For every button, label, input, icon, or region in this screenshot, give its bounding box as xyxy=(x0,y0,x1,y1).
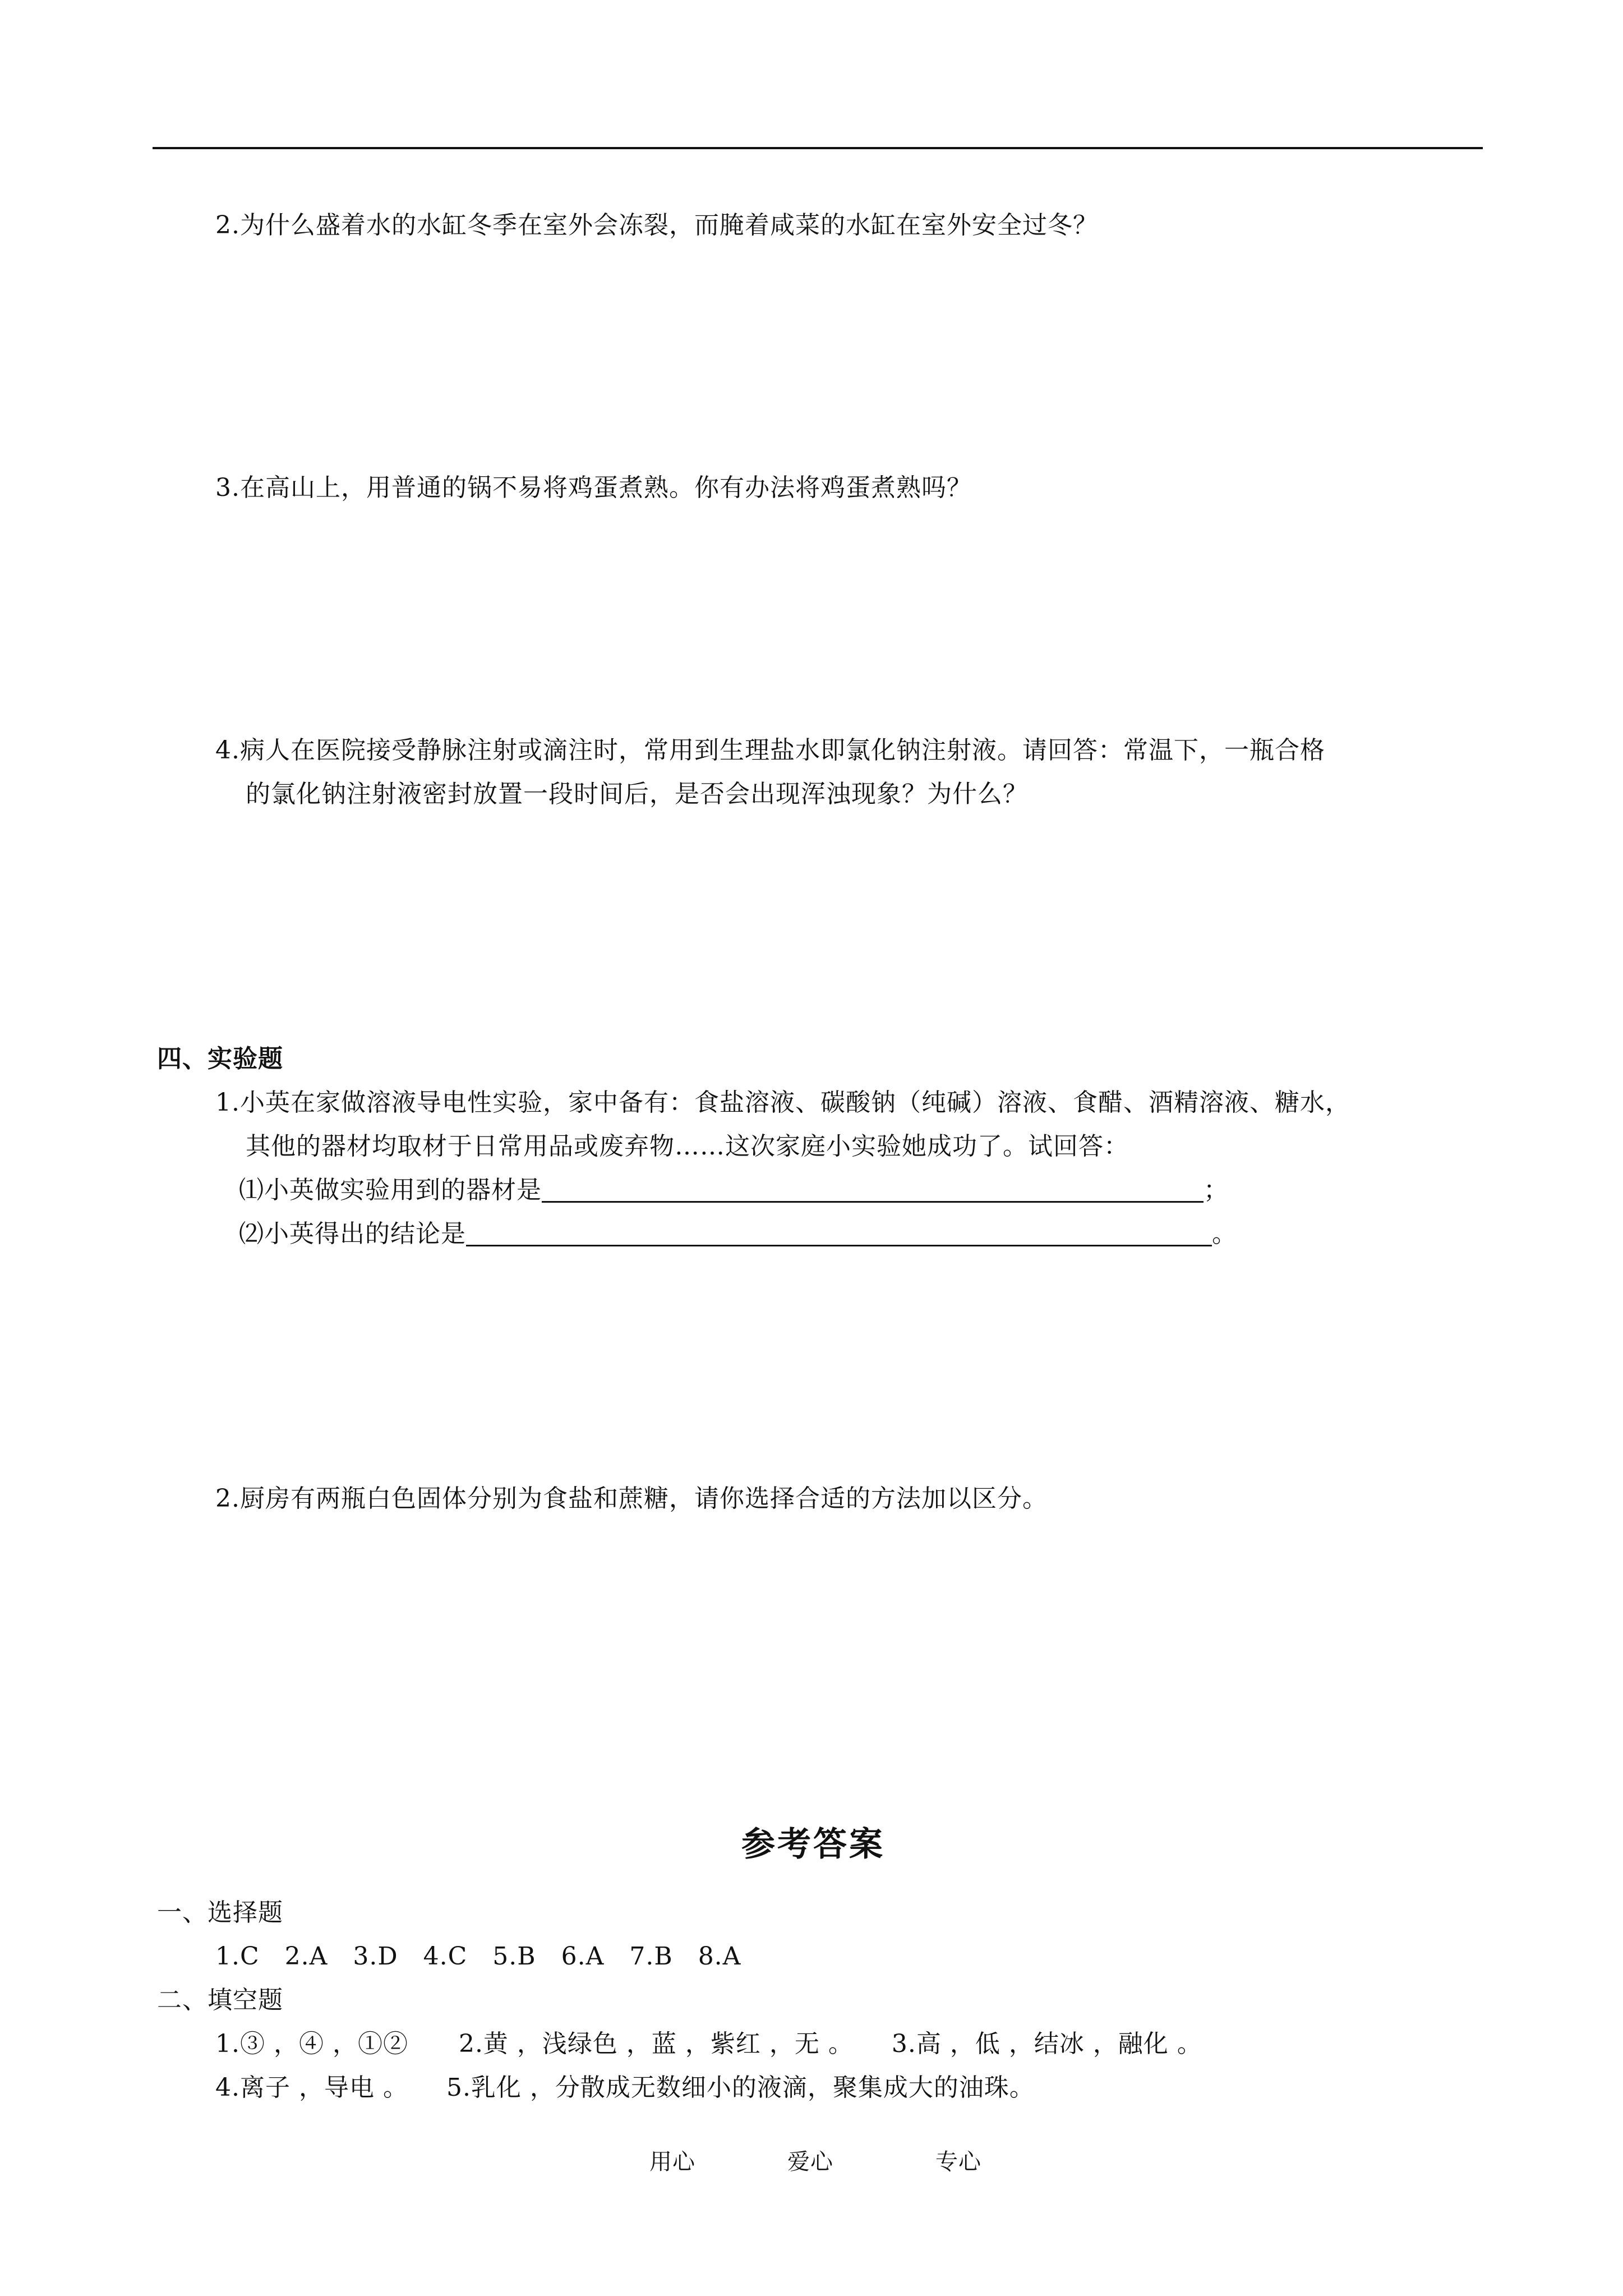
answers-title: 参考答案 xyxy=(741,1825,885,1864)
question-3-4-line2: 的氯化钠注射液密封放置一段时间后，是否会出现浑浊现象？为什么？ xyxy=(246,780,1028,808)
answer-blank-1[interactable] xyxy=(542,1176,1204,1203)
question-4-2: 2.厨房有两瓶白色固体分别为食盐和蔗糖，请你选择合适的方法加以区分。 xyxy=(215,1484,1048,1513)
sub2-end: 。 xyxy=(1212,1220,1237,1248)
question-4-1-line1: 1.小英在家做溶液导电性实验，家中备有：食盐溶液、碳酸钠（纯碱）溶液、食醋、酒精溶液、糖水， xyxy=(215,1088,1350,1117)
footer-word-1: 用心 xyxy=(649,2149,695,2175)
header-rule xyxy=(153,147,1483,149)
question-4-1-line2: 其他的器材均取材于日常用品或废弃物……这次家庭小实验她成功了。试回答： xyxy=(246,1132,1129,1161)
answers-part2-line2: 4.离子 ，导电 。 5.乳化 ，分散成无数细小的液滴，聚集成大的油珠。 xyxy=(215,2073,1035,2102)
sub1-label: ⑴小英做实验用到的器材是 xyxy=(239,1176,542,1204)
sub2-label: ⑵小英得出的结论是 xyxy=(239,1220,466,1248)
answers-part2-heading: 二、填空题 xyxy=(157,1986,283,2014)
question-4-1-sub1 xyxy=(239,1174,1229,1207)
sub1-end: ； xyxy=(1204,1176,1229,1204)
question-3-3: 3.在高山上，用普通的锅不易将鸡蛋煮熟。你有办法将鸡蛋煮熟吗？ xyxy=(215,473,972,502)
section-4-heading: 四、实验题 xyxy=(157,1045,283,1073)
question-3-2: 2.为什么盛着水的水缸冬季在室外会冻裂，而腌着咸菜的水缸在室外安全过冬？ xyxy=(215,211,1098,240)
footer-word-2: 爱心 xyxy=(787,2149,833,2175)
answers-part2-line1: 1.③ ，④ ，①② 2.黄 ，浅绿色 ，蓝 ，紫红 ，无 。 3.高 ，低 ，结冰 ，融化 。 xyxy=(215,2030,1202,2058)
answers-part1-heading: 一、选择题 xyxy=(157,1898,283,1927)
question-4-1-sub2 xyxy=(239,1217,1237,1251)
question-3-4-line1: 4.病人在医院接受静脉注射或滴注时，常用到生理盐水即氯化钠注射液。请回答：常温下，一瓶合格 xyxy=(215,736,1325,765)
answers-part1-list: 1.C 2.A 3.D 4.C 5.B 6.A 7.B 8.A xyxy=(215,1942,741,1971)
answer-blank-2[interactable] xyxy=(466,1220,1212,1246)
footer-word-3: 专心 xyxy=(935,2149,981,2175)
